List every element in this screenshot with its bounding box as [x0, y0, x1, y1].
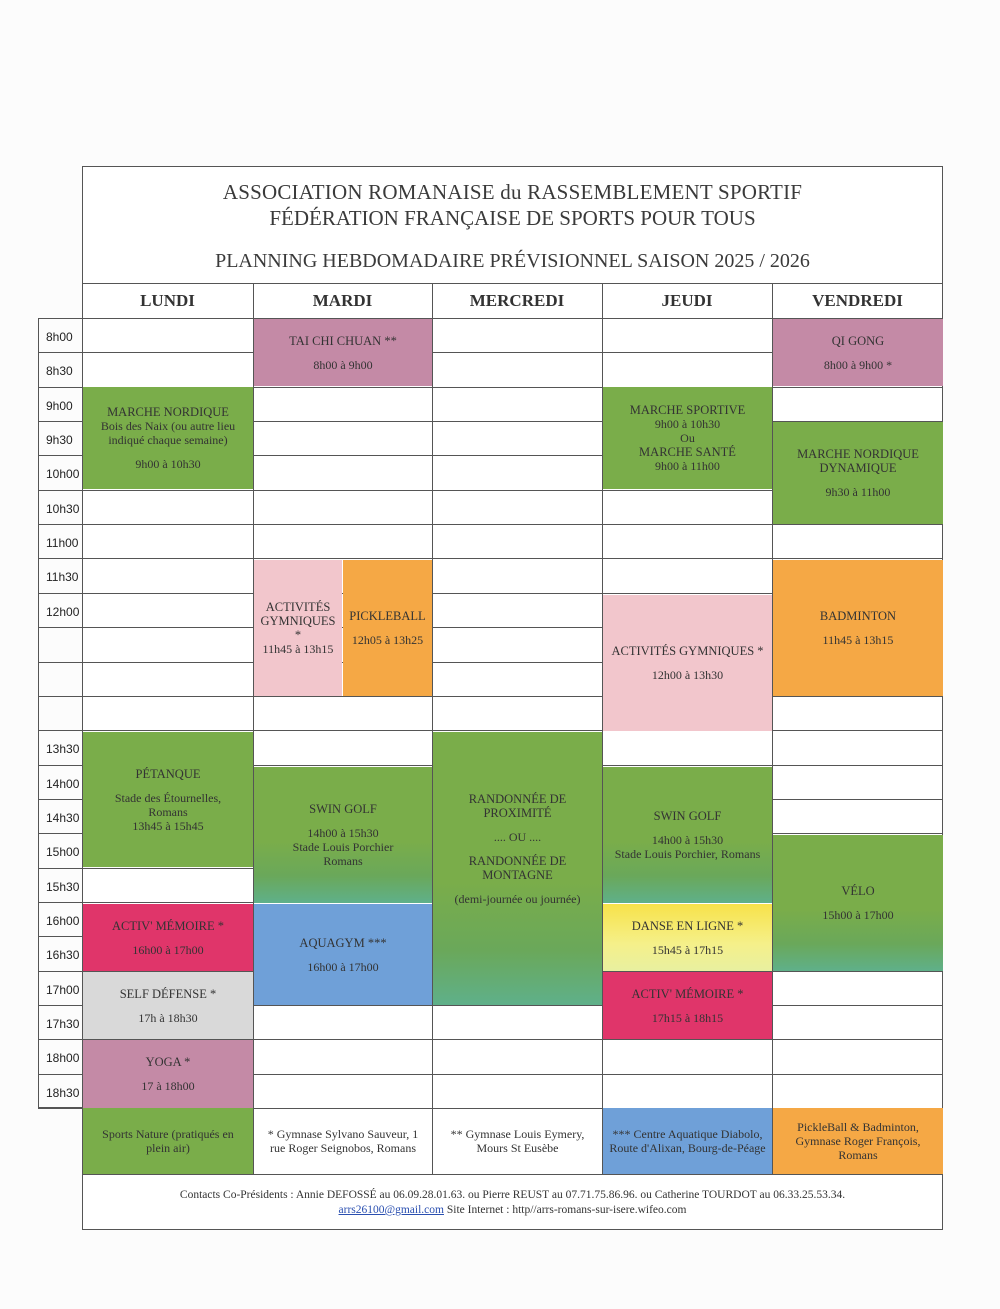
- activity-swin-golf-mardi: [254, 767, 432, 903]
- activity-name: DANSE EN LIGNE *: [631, 918, 744, 933]
- activity-name: SWIN GOLF: [653, 809, 722, 823]
- site-text: Site Internet : http//arrs-romans-sur-isere.wifeo.com: [446, 1204, 687, 1216]
- activity-name: PICKLEBALL: [349, 609, 426, 623]
- activity-time: 14h00 à 15h30: [651, 833, 724, 847]
- activity-or: .... OU ....: [493, 829, 542, 844]
- activity-time: 11h45 à 13h15: [822, 633, 894, 647]
- activity-time: 15h45 à 17h15: [651, 942, 724, 957]
- contacts-web: [82, 1203, 943, 1218]
- activity-time: 11h45 à 13h15: [262, 642, 334, 656]
- activity-velo: [773, 835, 943, 971]
- activity-name: VÉLO: [841, 884, 875, 898]
- activity-name: TAI CHI CHUAN **: [289, 333, 397, 348]
- activity-name: SWIN GOLF: [309, 802, 377, 816]
- activity-place: Stade Louis Porchier Romans: [292, 840, 394, 868]
- day-mercredi: MERCREDI: [469, 291, 565, 310]
- activity-place: Bois des Naix (ou autre lieu indiqué chaque semaine): [100, 419, 236, 447]
- federation-title: FÉDÉRATION FRANÇAISE DE SPORTS POUR TOUS: [269, 206, 756, 230]
- time-label: 17h30: [46, 1017, 80, 1031]
- activity-time: 9h00 à 10h30: [135, 457, 201, 471]
- activity-qi-gong: [773, 319, 943, 386]
- legend-gymnase-eymery: ** Gymnase Louis Eymery, Mours St Eusèbe: [450, 1127, 585, 1155]
- activity-name: PÉTANQUE: [135, 766, 201, 781]
- activity-time: 8h00 à 9h00: [313, 357, 373, 372]
- activity-pickleball: [343, 560, 432, 696]
- grid-row-line: [38, 558, 943, 559]
- activity-danse-en-ligne: [603, 904, 772, 971]
- activity-time: 13h45 à 15h45: [132, 818, 204, 833]
- activity-name-2: MARCHE SANTÉ: [639, 445, 736, 459]
- day-jeudi: JEUDI: [661, 291, 713, 310]
- planning-title: PLANNING HEBDOMADAIRE PRÉVISIONNEL SAISON 2025 / 2026: [215, 250, 810, 272]
- activity-time: 8h00 à 9h00 *: [823, 357, 893, 372]
- activity-time: 17h à 18h30: [138, 1010, 198, 1025]
- activity-marche-nordique-dynamique: [773, 422, 943, 524]
- activity-name: YOGA *: [145, 1055, 191, 1069]
- activity-name: ACTIVITÉS GYMNIQUES *: [611, 644, 764, 658]
- activity-place: Stade des Étournelles, Romans: [114, 790, 222, 819]
- contacts-presidents: Contacts Co-Présidents : Annie DEFOSSÉ au 06.09.28.01.63. ou Pierre REUST au 07.71.75.86.96. ou Catherine TOURDOT au 06.33.25.53.34.: [179, 1189, 846, 1201]
- time-label: 10h00: [46, 467, 80, 482]
- activity-time: 12h05 à 13h25: [351, 633, 424, 647]
- activity-time: 16h00 à 17h00: [307, 959, 379, 974]
- activity-name: ACTIV' MÉMOIRE *: [631, 986, 744, 1001]
- activity-yoga: [83, 1040, 253, 1108]
- activity-name: ACTIV' MÉMOIRE *: [112, 918, 224, 933]
- time-label: 10h30: [46, 501, 80, 516]
- activity-marche-sportive: [603, 387, 772, 489]
- contacts-block: [82, 1188, 943, 1218]
- activity-petanque: [83, 732, 253, 867]
- activity-time: 9h30 à 11h00: [825, 485, 891, 499]
- time-label: 9h30: [46, 433, 73, 448]
- activity-note: (demi-journée ou journée): [454, 891, 581, 906]
- activity-gymniques-mardi: [254, 560, 342, 696]
- time-label: 8h30: [46, 364, 73, 379]
- activity-name: MARCHE NORDIQUE: [107, 405, 229, 419]
- activity-name: QI GONG: [831, 333, 885, 348]
- day-lundi: LUNDI: [140, 291, 195, 310]
- activity-time: 17 à 18h00: [141, 1079, 195, 1093]
- time-label: 16h00: [46, 913, 80, 928]
- day-vendredi: VENDREDI: [812, 291, 903, 310]
- time-label: 15h00: [46, 845, 80, 860]
- activity-activ-memoire-lundi: [83, 904, 253, 971]
- time-label: 18h30: [46, 1085, 80, 1100]
- activity-time-2: 9h00 à 11h00: [655, 459, 720, 473]
- activity-time: 17h15 à 18h15: [651, 1010, 724, 1025]
- time-label: 9h00: [46, 398, 73, 413]
- time-label: 14h30: [46, 810, 80, 825]
- activity-time: 15h00 à 17h00: [822, 908, 894, 922]
- activity-name-2: RANDONNÉE DE MONTAGNE: [468, 853, 567, 882]
- time-label: 12h00: [46, 604, 80, 619]
- legend-gymnase-sauveur: * Gymnase Sylvano Sauveur, 1 rue Roger Seignobos, Romans: [267, 1127, 419, 1155]
- time-label: 8h00: [46, 330, 73, 344]
- time-label: 13h30: [46, 742, 80, 757]
- grid-col-line: [253, 283, 254, 1174]
- association-title: ASSOCIATION ROMANAISE du RASSEMBLEMENT SPORTIF: [222, 180, 803, 204]
- activity-name: SELF DÉFENSE *: [119, 986, 217, 1001]
- activity-name: AQUAGYM ***: [299, 935, 387, 950]
- activity-time: 16h00 à 17h00: [132, 942, 204, 957]
- activity-time: 14h00 à 15h30: [307, 826, 379, 840]
- grid-col-line: [772, 283, 773, 1174]
- legend-gymnase-francois: PickleBall & Badminton, Gymnase Roger François, Romans: [773, 1108, 943, 1174]
- time-label: 15h30: [46, 879, 80, 894]
- time-label: 14h00: [46, 776, 80, 791]
- day-mardi: MARDI: [312, 291, 373, 310]
- activity-randonnee: [433, 732, 602, 1005]
- time-label: 11h00: [46, 536, 79, 551]
- activity-swin-golf-jeudi: [603, 767, 772, 903]
- activity-gymniques-jeudi: [603, 595, 772, 731]
- activity-badminton: [773, 560, 943, 696]
- time-label: 11h30: [46, 570, 79, 585]
- activity-self-defense: [83, 972, 253, 1039]
- activity-marche-nordique: [83, 387, 253, 489]
- activity-name: RANDONNÉE DE PROXIMITÉ: [468, 791, 567, 820]
- activity-activ-memoire-jeudi: [603, 972, 772, 1039]
- activity-name: MARCHE NORDIQUE DYNAMIQUE: [797, 447, 919, 475]
- activity-tai-chi: [254, 319, 432, 386]
- time-label: 16h30: [46, 948, 80, 963]
- activity-time: 9h00 à 10h30: [654, 417, 721, 431]
- activity-aquagym: [254, 904, 432, 1005]
- footer-divider: [82, 1174, 943, 1175]
- legend-sports-nature: Sports Nature (pratiqués en plein air): [83, 1108, 253, 1174]
- legend-centre-aquatique: *** Centre Aquatique Diabolo, Route d'Alixan, Bourg-de-Péage: [603, 1108, 772, 1174]
- activity-name: BADMINTON: [819, 609, 897, 623]
- activity-name: MARCHE SPORTIVE: [629, 403, 746, 417]
- activity-or: Ou: [680, 431, 695, 445]
- grid-row-line: [38, 730, 943, 731]
- time-label: 17h00: [46, 982, 80, 997]
- email-link[interactable]: arrs26100@gmail.com: [338, 1204, 444, 1216]
- grid-col-line: [432, 283, 433, 1174]
- activity-place: Stade Louis Porchier, Romans: [614, 847, 761, 861]
- grid-row-line: [38, 524, 943, 525]
- time-label: 18h00: [46, 1051, 80, 1066]
- activity-name: ACTIVITÉS GYMNIQUES *: [260, 600, 336, 642]
- activity-time: 12h00 à 13h30: [651, 668, 724, 682]
- grid-row-line: [38, 696, 943, 697]
